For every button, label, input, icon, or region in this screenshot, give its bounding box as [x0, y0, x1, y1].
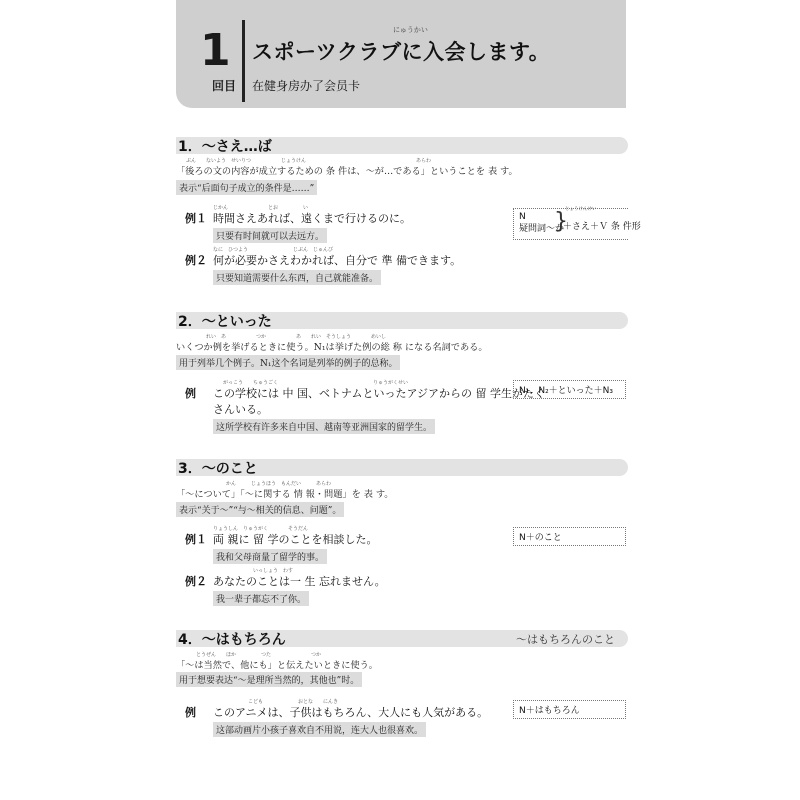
example-sentence: 何が必要かさえわかれば、自分で 準 備できます。	[213, 254, 462, 267]
explanation-ruby: とうぜん ほか つた つか	[186, 652, 322, 658]
grammar-ruby: じょうけんけい	[565, 207, 597, 212]
example-sentence: 時間さえあれば、遠くまで行けるのに。	[213, 212, 411, 225]
example-label: 例２	[185, 254, 207, 267]
grammar-pattern-box	[513, 207, 641, 240]
explanation-ruby: ぶん ないよう せいりつ じょうけん あらわ	[186, 158, 432, 164]
grammar-pattern-box: N＋のこと	[513, 527, 626, 546]
header-divider	[242, 20, 245, 102]
grammar-pattern-right: ＋さえ＋Ｖ 条 件形	[563, 222, 641, 232]
lesson-subtitle: 在健身房办了会员卡	[252, 79, 361, 93]
example-translation: 我一辈子都忘不了你。	[213, 591, 309, 606]
example-translation: 只要有时间就可以去远方。	[213, 228, 327, 243]
example-translation: 这部动画片小孩子喜欢自不用说，连大人也很喜欢。	[213, 722, 426, 737]
section-explanation: 「後ろの文の内容が成立するための 条 件は、～が…である」ということを 表 す。	[176, 166, 518, 177]
example-ruby: いっしょう わす	[213, 568, 294, 574]
lesson-number: 1	[200, 25, 231, 76]
example-sentence-continued: さんいる。	[213, 403, 268, 416]
example-sentence: この学校には 中 国、ベトナムといったアジアからの 留 学生がたく	[213, 387, 545, 400]
section-chinese: 表示“关于～”“与～相关的信息、问题”。	[176, 502, 344, 517]
example-ruby: じかん とお い	[213, 205, 309, 211]
example-translation: 我和父母商量了留学的事。	[213, 549, 327, 564]
section-title: 4．～はもちろん	[178, 632, 286, 648]
section-alt-form: ～はもちろんのこと	[516, 633, 615, 646]
section-explanation: 「～は当然で、他にも」と伝えたいときに使う。	[176, 660, 378, 671]
section-chinese: 用于列举几个例子。N₁这个名词是列举的例子的总称。	[176, 355, 400, 370]
example-sentence: あなたのことは一 生 忘れません。	[213, 575, 386, 588]
section-explanation: 「～について」「～に関する 情 報・問題」を 表 す。	[176, 489, 394, 500]
example-sentence: このアニメは、子供はもちろん、大人にも人気がある。	[213, 706, 489, 719]
example-ruby: りょうしん りゅうがく そうだん	[213, 526, 309, 532]
example-label: 例１	[185, 212, 207, 225]
grammar-pattern-left: N 疑問詞～か	[519, 212, 565, 234]
example-sentence: 両 親に 留 学のことを相談した。	[213, 533, 378, 546]
example-label: 例２	[185, 575, 207, 588]
example-label: 例	[185, 706, 196, 719]
title-ruby: にゅうかい	[393, 26, 428, 34]
example-ruby: がっこう ちゅうごく りゅうがくせい	[213, 380, 409, 386]
grammar-pattern-box: N₁、N₂＋といった＋N₃	[513, 380, 626, 399]
example-translation: 这所学校有许多来自中国、越南等亚洲国家的留学生。	[213, 419, 435, 434]
grammar-pattern-box: N＋はもちろん	[513, 700, 626, 719]
example-ruby: こども おとな にんき	[213, 699, 339, 705]
example-label: 例１	[185, 533, 207, 546]
section-title: 1．～さえ…ば	[178, 139, 272, 155]
example-ruby: なに ひつよう じぶん じゅんび	[213, 247, 334, 253]
explanation-ruby: かん じょうほう もんだい あらわ	[186, 481, 332, 487]
lesson-title: スポーツクラブに入会します。	[252, 40, 551, 64]
section-chinese: 用于想要表达“～是理所当然的，其他也”时。	[176, 672, 362, 687]
example-label: 例	[185, 387, 196, 400]
brace-icon: }	[554, 209, 568, 234]
section-title: 3．～のこと	[178, 461, 258, 477]
section-chinese: 表示“后面句子成立的条件是……”	[176, 180, 317, 195]
section-title: 2．～といった	[178, 314, 272, 330]
example-translation: 只要知道需要什么东西，自己就能准备。	[213, 270, 381, 285]
explanation-ruby: れい あ つか あ れい そうしょう めいし	[186, 334, 387, 340]
lesson-label: 回目	[212, 79, 237, 93]
section-explanation: いくつか例を挙げるときに使う。N₁は挙げた例の総 称 になる名詞である。	[176, 342, 488, 353]
